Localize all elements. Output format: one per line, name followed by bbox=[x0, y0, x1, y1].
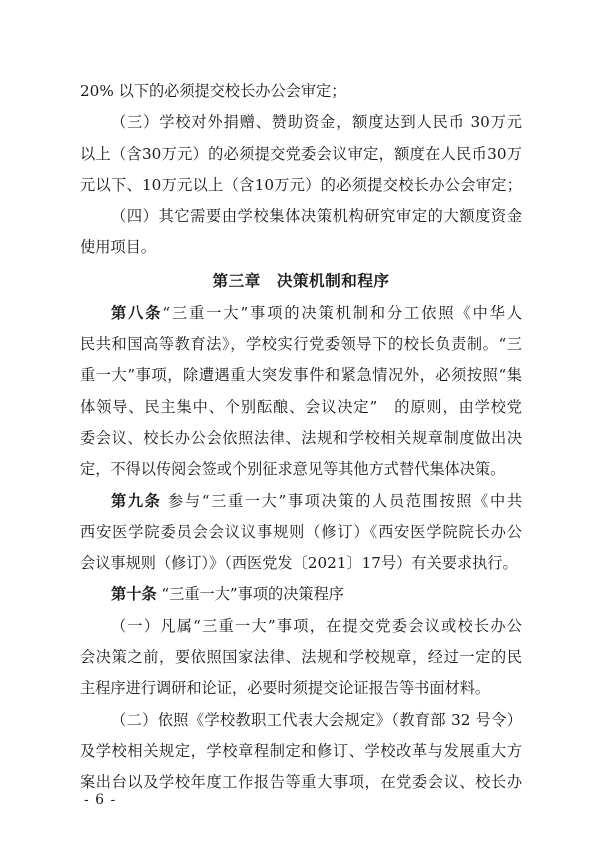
paragraph-line: 定，不得以传阅会签或个别征求意见等其他方式替代集体决策。 bbox=[80, 460, 506, 479]
article-text: “三重一大”事项的决策程序 bbox=[161, 585, 344, 604]
article-text: 参与“三重一大”事项决策的人员范围按照《中共 bbox=[168, 491, 523, 510]
paragraph-line: 及学校相关规定，学校章程制定和修订、学校改革与发展重大方 bbox=[80, 741, 522, 760]
paragraph-line: 以上（含30万元）的必须提交党委会议审定，额度在人民币30万 bbox=[80, 144, 522, 163]
paragraph-line: 元以下、10万元以上（含10万元）的必须提交校长办公会审定； bbox=[80, 175, 522, 194]
paragraph-line: 会议事规则（修订）》（西医党发〔2021〕17号）有关要求执行。 bbox=[80, 554, 518, 573]
article-text: “三重一大”事项的决策机制和分工依照《中华人 bbox=[162, 303, 523, 322]
paragraph-line: 民共和国高等教育法》，学校实行党委领导下的校长负责制。“三 bbox=[80, 335, 522, 354]
paragraph-line: 会决策之前，要依照国家法律、法规和学校规章，经过一定的民 bbox=[80, 648, 522, 667]
article-10-line bbox=[80, 579, 522, 610]
paragraph-line: 西安医学院委员会会议议事规则（修订）《西安医学院院长办公 bbox=[80, 522, 522, 541]
paragraph-line: 重一大”事项，除遭遇重大突发事件和紧急情况外，必须按照“集 bbox=[80, 366, 522, 385]
page-number: - 6 - bbox=[84, 792, 117, 808]
paragraph-line: （一）凡属“三重一大”事项，在提交党委会议或校长办公 bbox=[111, 616, 522, 635]
paragraph-line: （三）学校对外捐赠、赞助资金，额度达到人民币 30万元 bbox=[111, 113, 522, 132]
article-label: 第八条 bbox=[111, 303, 163, 322]
paragraph-line: （四）其它需要由学校集体决策机构研究审定的大额度资金 bbox=[111, 207, 522, 226]
article-label: 第十条 bbox=[111, 585, 157, 604]
article-9-line bbox=[80, 486, 522, 517]
document-body bbox=[80, 76, 522, 799]
paragraph-line: 主程序进行调研和论证，必要时须提交论证报告等书面材料。 bbox=[80, 679, 491, 698]
paragraph-line: 使用项目。 bbox=[80, 238, 156, 257]
paragraph-line: 体领导、民主集中、个别酝酿、会议决定” 的原则，由学校党 bbox=[80, 397, 522, 416]
article-label: 第九条 bbox=[111, 491, 162, 510]
paragraph-line: 20% 以下的必须提交校长办公会审定； bbox=[80, 82, 347, 100]
article-8-line bbox=[80, 298, 522, 329]
paragraph-line: （二）依照《学校教职工代表大会规定》（教育部 32 号令） bbox=[111, 710, 522, 729]
paragraph-line: 案出台以及学校年度工作报告等重大事项，在党委会议、校长办 bbox=[80, 773, 522, 792]
chapter-heading: 第三章 决策机制和程序 bbox=[212, 271, 390, 290]
paragraph-line: 委会议、校长办公会依照法律、法规和学校相关规章制度做出决 bbox=[80, 428, 522, 447]
